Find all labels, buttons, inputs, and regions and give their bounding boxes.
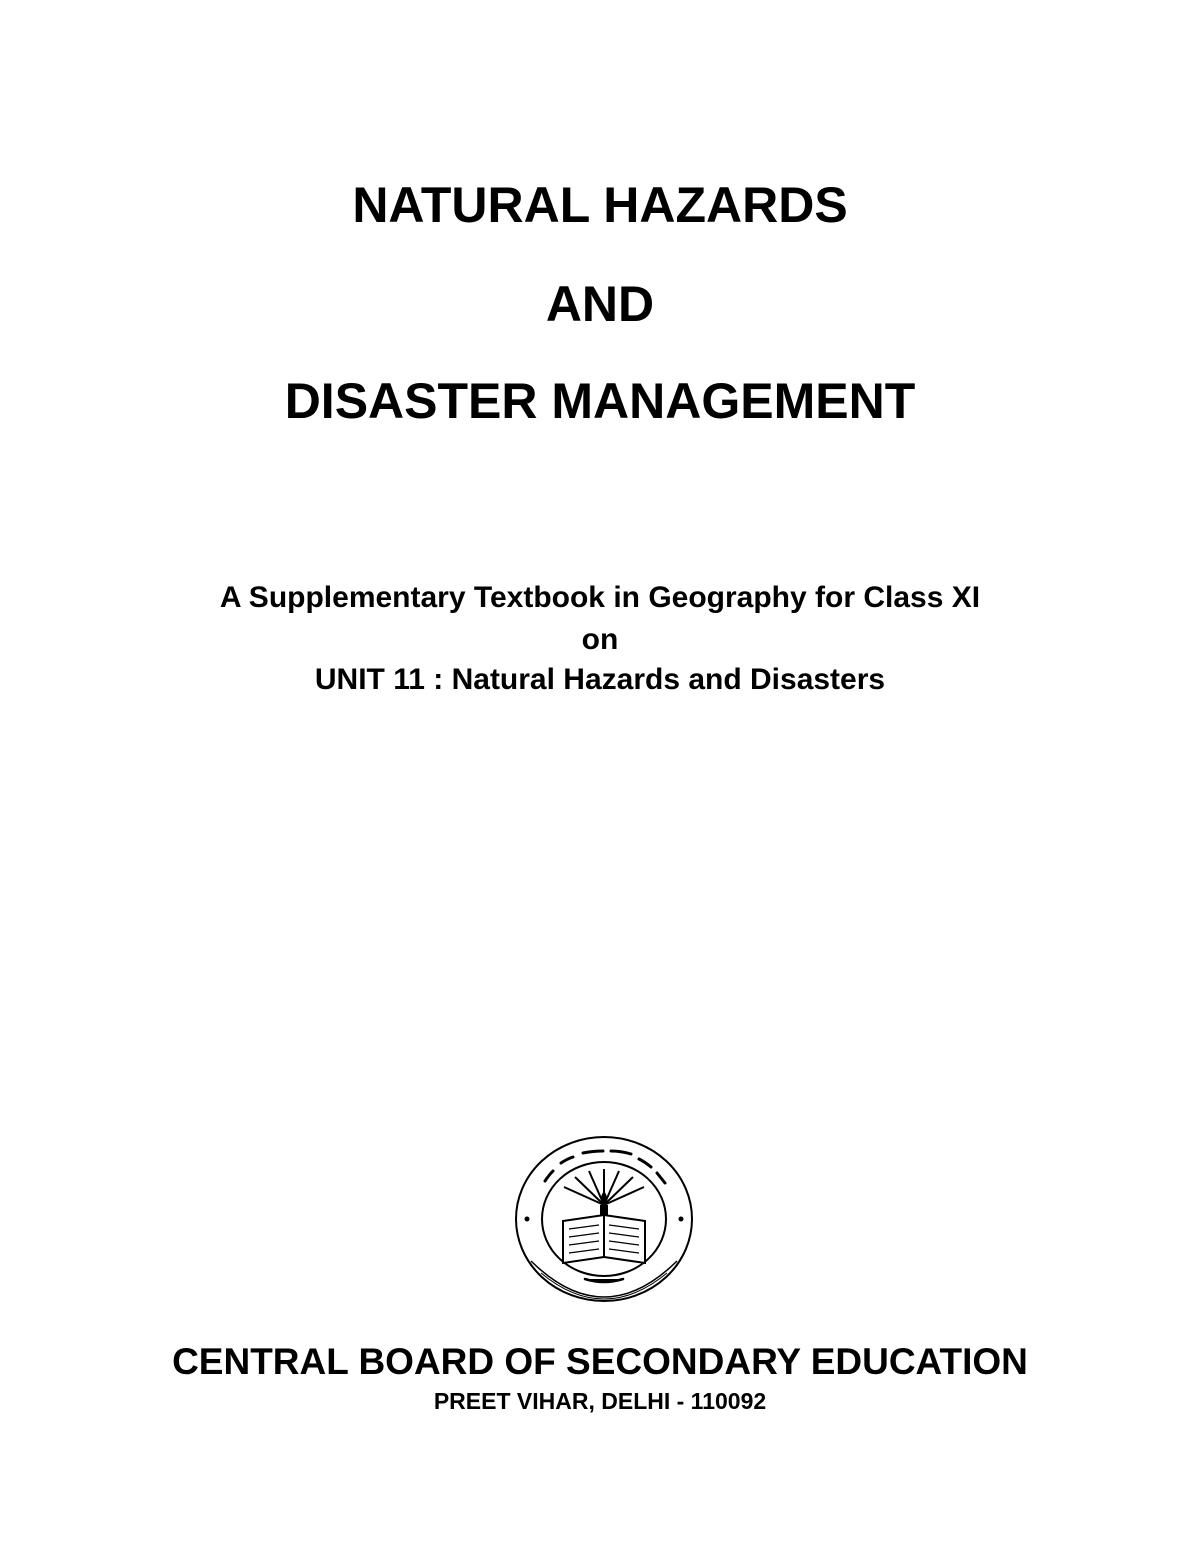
publisher-name: CENTRAL BOARD OF SECONDARY EDUCATION <box>172 1341 1028 1382</box>
cover-subtitle-line-3: UNIT 11 : Natural Hazards and Disasters <box>314 663 886 696</box>
cbse-seal-emblem-icon <box>511 1133 697 1311</box>
cover-subtitle-line-1: A Supplementary Textbook in Geography for Class XI <box>219 581 981 614</box>
publisher-address: PREET VIHAR, DELHI - 110092 <box>433 1388 767 1414</box>
cover-title-line-2: AND <box>545 276 655 332</box>
cover-title-line-1: NATURAL HAZARDS <box>352 177 848 233</box>
cover-subtitle-line-2: on <box>581 623 619 656</box>
cover-title-line-3: DISASTER MANAGEMENT <box>284 373 916 429</box>
